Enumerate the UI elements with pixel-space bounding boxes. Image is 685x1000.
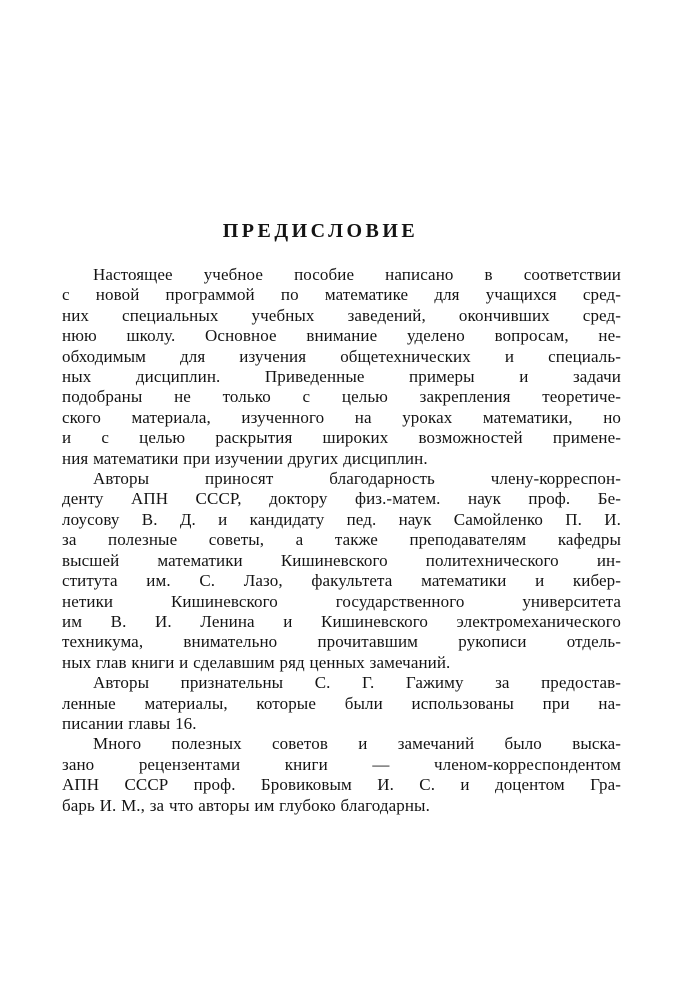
text-line: Авторы признательны С. Г. Гажиму за предостав- — [93, 673, 621, 693]
text-line: за полезные советы, а также преподавателям кафедры — [62, 530, 621, 550]
text-line: нетики Кишиневского государственного университета — [62, 591, 621, 611]
text-line: и с целью раскрытия широких возможностей примене- — [62, 428, 621, 448]
paragraph — [62, 265, 621, 469]
text-line: денту АПН СССР, доктору физ.-матем. наук проф. Бе- — [62, 489, 621, 509]
page-title: ПРЕДИСЛОВИЕ — [222, 220, 419, 242]
text-line: ленные материалы, которые были использованы при на- — [62, 693, 621, 713]
text-line: Настоящее учебное пособие написано в соответствии — [93, 265, 621, 284]
text-line: лоусову В. Д. и кандидату пед. наук Самойленко П. И. — [62, 509, 621, 529]
preface-text — [62, 265, 621, 816]
paragraph — [62, 469, 621, 673]
text-line: техникума, внимательно прочитавшим рукописи отдель- — [62, 632, 621, 652]
text-line: ния математики при изучении других дисциплин. — [62, 448, 428, 468]
text-line: ского материала, изученного на уроках математики, но — [62, 407, 621, 427]
text-line: барь И. М., за что авторы им глубоко благодарны. — [62, 795, 430, 815]
text-line: обходимым для изучения общетехнических и специаль- — [62, 346, 621, 366]
text-line: с новой программой по математике для учащихся сред- — [62, 285, 621, 305]
text-line: писании главы 16. — [62, 713, 197, 733]
text-line: ститута им. С. Лазо, факультета математики и кибер- — [62, 571, 621, 591]
text-line: высшей математики Кишиневского политехнического ин- — [62, 550, 621, 570]
text-line: них специальных учебных заведений, окончивших сред- — [62, 305, 621, 325]
paragraph — [62, 673, 621, 734]
text-line: ных дисциплин. Приведенные примеры и задачи — [62, 367, 621, 387]
text-line: АПН СССР проф. Бровиковым И. С. и доцентом Гра- — [62, 775, 621, 795]
text-line: Много полезных советов и замечаний было выска- — [93, 734, 621, 754]
text-line: зано рецензентами книги — членом-корреспондентом — [62, 754, 621, 774]
text-line: Авторы приносят благодарность члену-корреспон- — [93, 469, 621, 489]
paragraph — [62, 734, 621, 816]
text-line: нюю школу. Основное внимание уделено вопросам, не- — [62, 326, 621, 346]
text-line: им В. И. Ленина и Кишиневского электромеханического — [62, 611, 621, 631]
text-line: подобраны не только с целью закрепления теоретиче- — [62, 387, 621, 407]
text-line: ных глав книги и сделавшим ряд ценных замечаний. — [62, 652, 451, 672]
